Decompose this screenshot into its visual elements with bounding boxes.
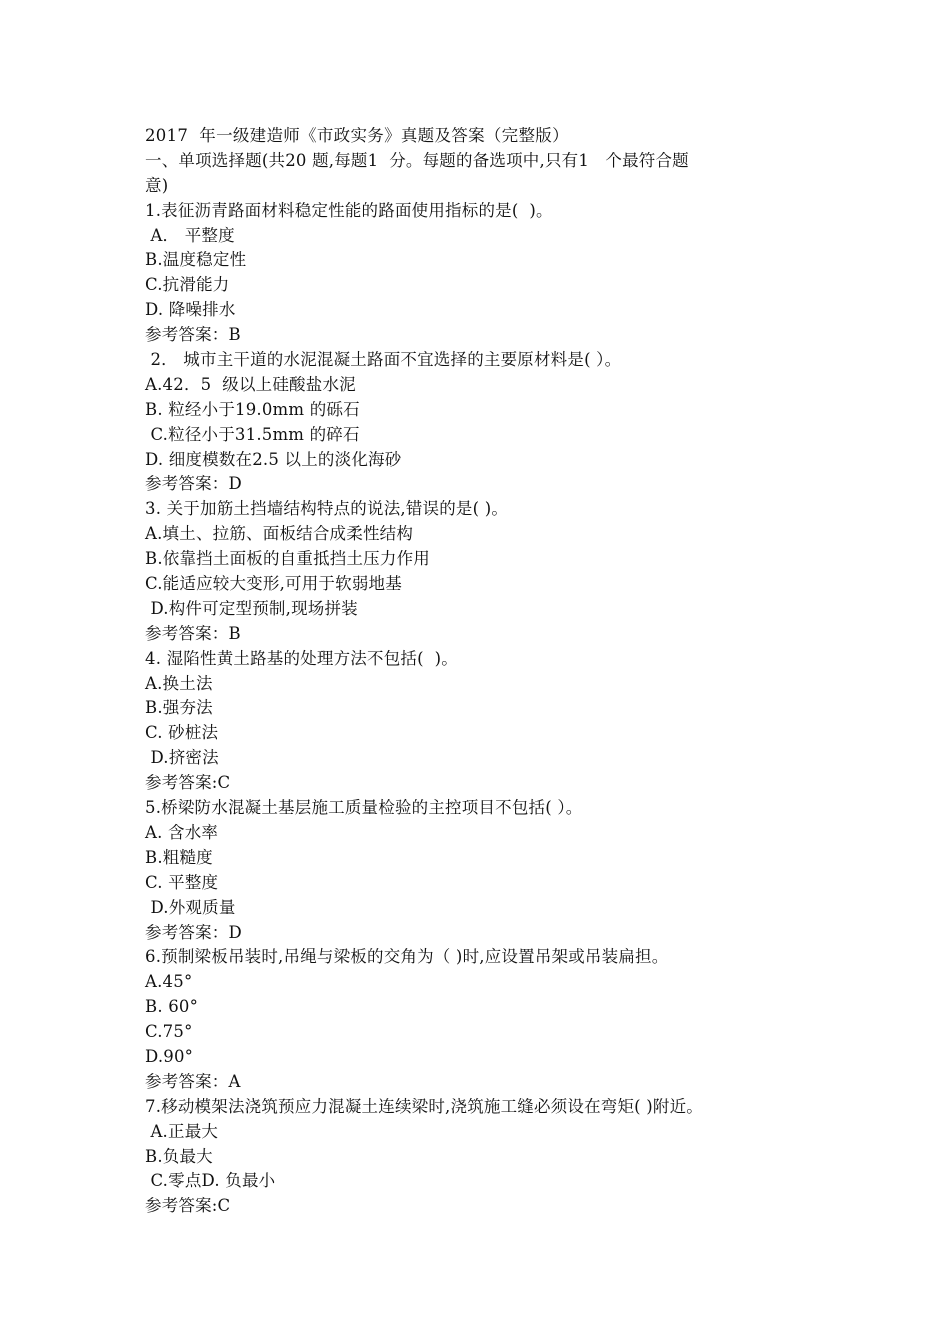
question-stem: 7.移动模架法浇筑预应力混凝土连续梁时,浇筑施工缝必须设在弯矩( )附近。 <box>145 1096 704 1116</box>
answer: 参考答案:C <box>145 773 231 793</box>
section-heading-continued: 意) <box>145 175 169 195</box>
answer: 参考答案：D <box>145 474 242 494</box>
option-b: B. 粒经小于19.0mm 的砾石 <box>145 399 360 419</box>
section-heading: 一、单项选择题(共20 题,每题1 分。每题的备选项中,只有1 个最符合题 <box>145 150 689 170</box>
question-4 <box>145 647 805 796</box>
option-d: D. 细度模数在2.5 以上的淡化海砂 <box>145 449 402 469</box>
option-c-d: C.零点D. 负最小 <box>145 1171 276 1191</box>
document-title: 2017 年一级建造师《市政实务》真题及答案（完整版） <box>145 126 569 145</box>
option-b: B. 60° <box>145 997 199 1017</box>
option-c: C.抗滑能力 <box>145 275 230 295</box>
option-a: A. 含水率 <box>145 822 219 842</box>
option-b: B.负最大 <box>145 1146 213 1166</box>
question-stem: 6.预制梁板吊装时,吊绳与梁板的交角为（ )时,应设置吊架或吊装扁担。 <box>145 947 669 967</box>
option-c: C.粒径小于31.5mm 的碎石 <box>145 424 360 444</box>
option-b: B.依靠挡土面板的自重抵挡土压力作用 <box>145 549 430 569</box>
answer: 参考答案:C <box>145 1196 231 1216</box>
option-d: D.构件可定型预制,现场拼装 <box>145 598 358 618</box>
option-c: C. 平整度 <box>145 872 219 892</box>
answer: 参考答案：A <box>145 1071 241 1091</box>
question-stem: 5.桥梁防水混凝土基层施工质量检验的主控项目不包括( ）。 <box>145 798 583 818</box>
answer: 参考答案：B <box>145 325 241 345</box>
option-b: B.温度稳定性 <box>145 250 247 270</box>
option-d: D.90° <box>145 1046 194 1066</box>
option-d: D.外观质量 <box>145 897 236 917</box>
option-a: A.填土、拉筋、面板结合成柔性结构 <box>145 524 414 544</box>
question-2 <box>145 348 805 497</box>
option-b: B.强夯法 <box>145 698 213 718</box>
question-stem: 4. 湿陷性黄土路基的处理方法不包括( )。 <box>145 648 458 668</box>
option-c: C.75° <box>145 1022 193 1042</box>
question-stem: 2． 城市主干道的水泥混凝土路面不宜选择的主要原材料是( ）。 <box>145 350 622 370</box>
option-a: A.42．5 级以上硅酸盐水泥 <box>145 374 356 394</box>
question-7 <box>145 1095 805 1219</box>
question-5 <box>145 796 805 945</box>
answer: 参考答案：D <box>145 922 242 942</box>
document-body <box>145 124 805 1219</box>
question-stem: 3. 关于加筋土挡墙结构特点的说法,错误的是( )。 <box>145 499 509 519</box>
option-d: D. 降噪排水 <box>145 300 236 320</box>
option-a: A.正最大 <box>145 1121 219 1141</box>
option-c: C.能适应较大变形,可用于软弱地基 <box>145 574 402 594</box>
option-c: C. 砂桩法 <box>145 723 219 743</box>
option-d: D.挤密法 <box>145 748 219 768</box>
question-stem: 1.表征沥青路面材料稳定性能的路面使用指标的是( )。 <box>145 200 553 220</box>
option-a: A.45° <box>145 972 193 992</box>
option-b: B.粗糙度 <box>145 847 213 867</box>
question-3 <box>145 497 805 646</box>
answer: 参考答案：B <box>145 623 241 643</box>
question-6 <box>145 945 805 1094</box>
option-a: A.换土法 <box>145 673 213 693</box>
option-a: A． 平整度 <box>145 225 235 245</box>
question-1 <box>145 199 805 348</box>
